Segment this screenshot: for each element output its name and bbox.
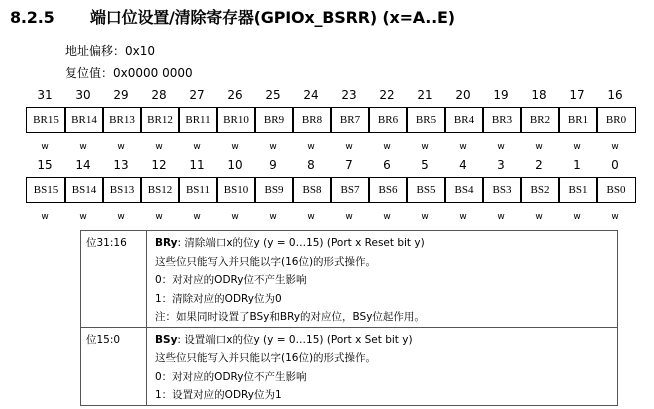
access-type: w (345, 142, 353, 152)
register-field-cell: BS3 (482, 177, 522, 203)
register-field-cell: BR0 (596, 107, 636, 133)
register-field-cell: BR4 (444, 107, 484, 133)
bit-number: 14 (75, 158, 91, 172)
access-type: w (307, 212, 315, 222)
low-bit-numbers (8, 156, 638, 174)
access-type: w (79, 212, 87, 222)
bit-number: 30 (75, 88, 91, 102)
register-field-cell: BR2 (520, 107, 560, 133)
bit-number: 6 (383, 158, 391, 172)
register-field-cell: BR8 (292, 107, 332, 133)
description-line: 1：清除对应的ODRy位为0 (155, 292, 282, 305)
access-type: w (193, 142, 201, 152)
bit-number: 10 (227, 158, 243, 172)
register-field-cell: BS10 (216, 177, 256, 203)
bit-number: 17 (569, 88, 585, 102)
bit-number: 2 (535, 158, 543, 172)
description-line: 1：设置对应的ODRy位为1 (155, 389, 282, 401)
bit-number: 18 (531, 88, 547, 102)
description-line: 注：如果同时设置了BSy和BRy的对应位，BSy位起作用。 (155, 311, 425, 323)
access-type: w (231, 212, 239, 222)
bit-number: 16 (607, 88, 623, 102)
register-field-cell: BS6 (368, 177, 408, 203)
section-heading: 端口位设置/清除寄存器(GPIOx_BSRR) (x=A..E) (90, 8, 455, 27)
access-type: w (117, 212, 125, 222)
bit-number: 25 (265, 88, 281, 102)
access-type: w (611, 142, 619, 152)
bit-number: 11 (189, 158, 205, 172)
bit-number: 21 (417, 88, 433, 102)
low-access-types (8, 208, 638, 226)
register-field-cell: BS0 (596, 177, 636, 203)
bit-number: 3 (497, 158, 505, 172)
bit-number: 31 (37, 88, 53, 102)
access-type: w (41, 142, 49, 152)
access-type: w (383, 142, 391, 152)
bit-number: 7 (345, 158, 353, 172)
access-type: w (155, 212, 163, 222)
description-line: 0：对对应的ODRy位不产生影响 (155, 370, 307, 383)
high-access-types (8, 138, 638, 156)
register-field-cell: BS9 (254, 177, 294, 203)
register-field-cell: BR10 (216, 107, 256, 133)
register-field-cell: BR12 (140, 107, 180, 133)
field-description-table (80, 230, 618, 406)
bit-number: 26 (227, 88, 243, 102)
bit-number: 4 (459, 158, 467, 172)
register-field-cell: BS15 (26, 177, 66, 203)
bit-number: 23 (341, 88, 357, 102)
bit-number: 27 (189, 88, 205, 102)
register-field-cell: BS8 (292, 177, 332, 203)
field-name: BRy (155, 237, 178, 249)
bit-number: 1 (573, 158, 581, 172)
access-type: w (269, 212, 277, 222)
access-type: w (611, 212, 619, 222)
low-register-fields (8, 177, 638, 203)
field-description (147, 231, 618, 328)
access-type: w (383, 212, 391, 222)
bit-number: 5 (421, 158, 429, 172)
reset-value: 复位值：0x0000 0000 (65, 66, 193, 80)
field-summary: : 清除端口x的位y (y = 0…15) (Port x Reset bit y) (177, 237, 425, 249)
register-field-cell: BS2 (520, 177, 560, 203)
access-type: w (535, 142, 543, 152)
description-line: 这些位只能写入并只能以字(16位)的形式操作。 (155, 255, 377, 268)
field-summary: : 设置端口x的位y (y = 0…15) (Port x Set bit y) (177, 333, 413, 346)
bit-range: 位31:16 (81, 231, 147, 328)
high-bit-numbers (8, 86, 638, 104)
description-line: 这些位只能写入并只能以字(16位)的形式操作。 (155, 352, 377, 364)
access-type: w (573, 212, 581, 222)
register-field-cell: BR6 (368, 107, 408, 133)
access-type: w (117, 142, 125, 152)
register-field-cell: BS1 (558, 177, 598, 203)
section-title (10, 5, 455, 28)
access-type: w (41, 212, 49, 222)
register-field-cell: BR3 (482, 107, 522, 133)
register-field-cell: BS7 (330, 177, 370, 203)
high-register-fields (8, 107, 638, 133)
register-field-cell: BR7 (330, 107, 370, 133)
bit-number: 29 (113, 88, 129, 102)
field-description (147, 327, 618, 405)
register-field-cell: BR13 (102, 107, 142, 133)
register-field-cell: BR14 (64, 107, 104, 133)
access-type: w (459, 212, 467, 222)
register-field-cell: BR11 (178, 107, 218, 133)
bit-number: 8 (307, 158, 315, 172)
access-type: w (459, 142, 467, 152)
access-type: w (231, 142, 239, 152)
register-field-cell: BR9 (254, 107, 294, 133)
access-type: w (497, 212, 505, 222)
bit-number: 12 (151, 158, 167, 172)
access-type: w (193, 212, 201, 222)
register-field-cell: BS5 (406, 177, 446, 203)
register-field-cell: BS14 (64, 177, 104, 203)
section-number: 8.2.5 (10, 8, 55, 27)
field-name: BSy (155, 333, 178, 346)
bit-number: 15 (37, 158, 53, 172)
access-type: w (573, 142, 581, 152)
register-field-cell: BR15 (26, 107, 66, 133)
access-type: w (307, 142, 315, 152)
bit-number: 19 (493, 88, 509, 102)
bit-range: 位15:0 (81, 327, 147, 405)
table-row (81, 231, 618, 328)
address-offset: 地址偏移：0x10 (65, 44, 156, 58)
bit-number: 9 (269, 158, 277, 172)
register-field-cell: BS13 (102, 177, 142, 203)
bit-number: 20 (455, 88, 471, 102)
description-line: 0：对对应的ODRy位不产生影响 (155, 274, 307, 286)
bit-number: 22 (379, 88, 395, 102)
bit-number: 24 (303, 88, 319, 102)
bit-number: 0 (611, 158, 619, 172)
access-type: w (345, 212, 353, 222)
register-field-cell: BR5 (406, 107, 446, 133)
register-field-cell: BS11 (178, 177, 218, 203)
access-type: w (421, 212, 429, 222)
access-type: w (535, 212, 543, 222)
access-type: w (497, 142, 505, 152)
table-row (81, 327, 618, 405)
bit-number: 13 (113, 158, 129, 172)
access-type: w (155, 142, 163, 152)
bit-number: 28 (151, 88, 167, 102)
access-type: w (79, 142, 87, 152)
register-field-cell: BS4 (444, 177, 484, 203)
access-type: w (421, 142, 429, 152)
register-field-cell: BS12 (140, 177, 180, 203)
access-type: w (269, 142, 277, 152)
register-field-cell: BR1 (558, 107, 598, 133)
